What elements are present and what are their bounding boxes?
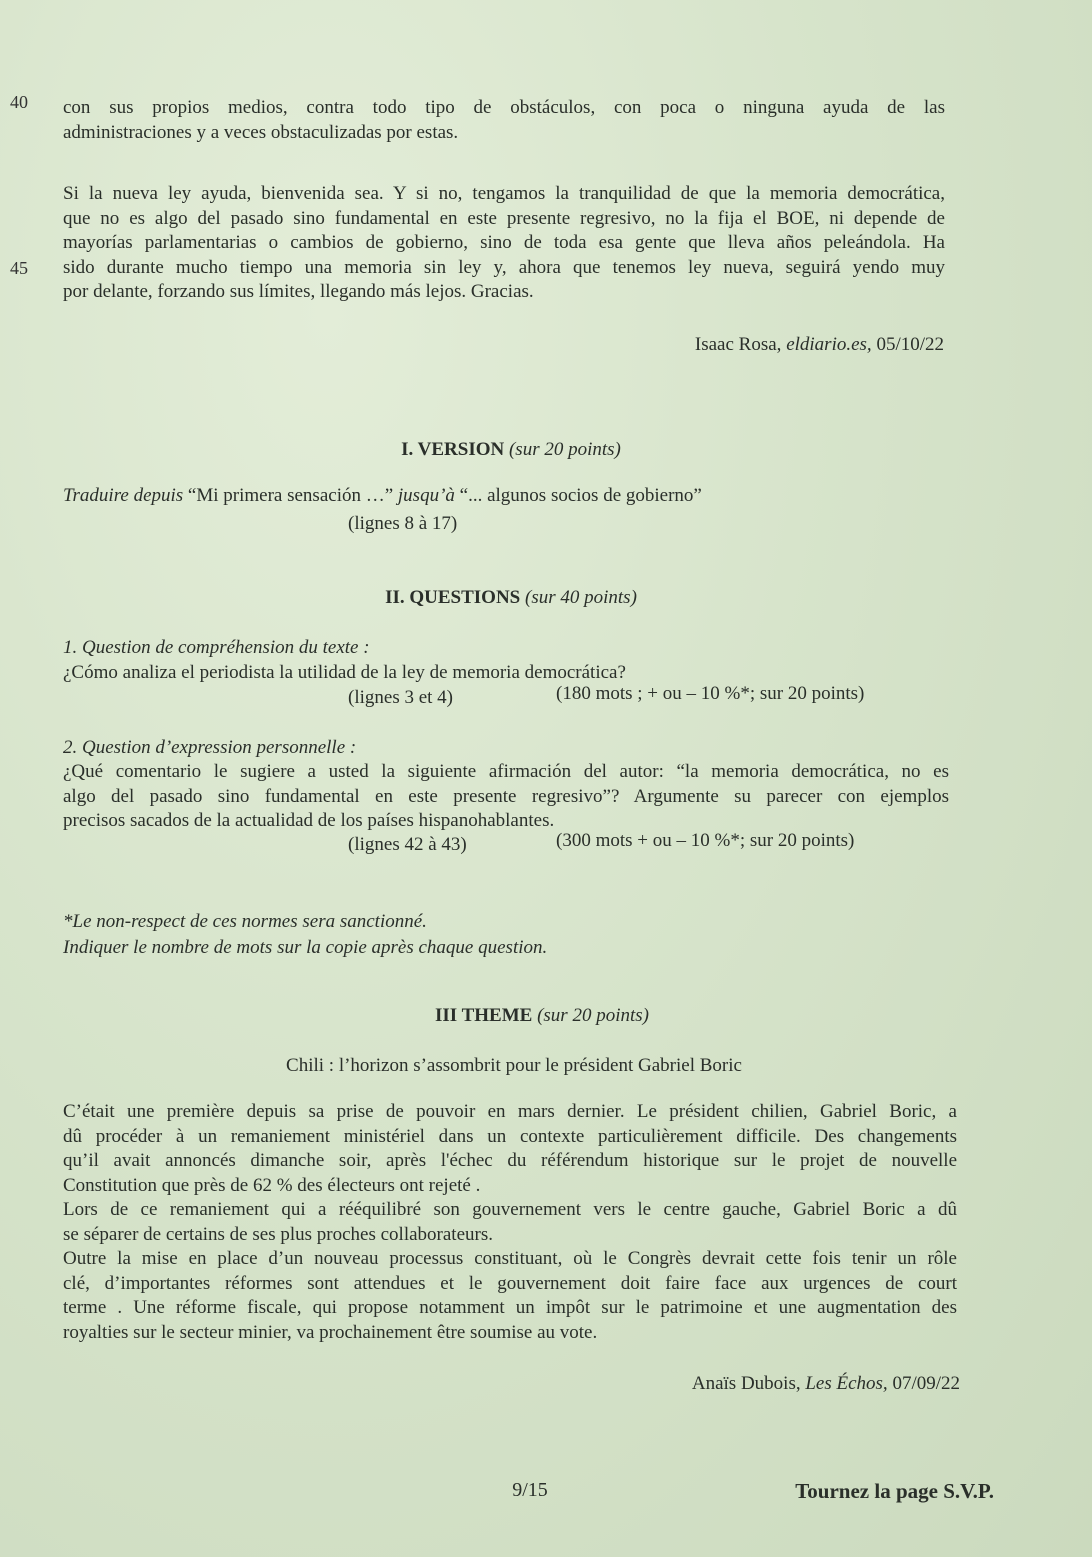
text-line: mayorías parlamentarias o cambios de gobierno, sino de toda esa gente que lleva años peleándola. Ha — [63, 232, 945, 253]
attribution-date: 05/10/22 — [871, 334, 944, 355]
text-line: royalties sur le secteur minier, va prochainement être soumise au vote. — [63, 1321, 598, 1343]
text-line: Outre la mise en place d’un nouveau processus constituant, où le Congrès devrait cette fois tenir un rôle — [63, 1248, 957, 1269]
text-line: C’était une première depuis sa prise de pouvoir en mars dernier. Le président chilien, Gabriel Boric, a — [63, 1101, 957, 1122]
question1-label: 1. Question de compréhension du texte : — [63, 637, 370, 658]
section-title: III THEME — [435, 1005, 533, 1026]
version-instruction — [63, 484, 963, 509]
text-line: ¿Qué comentario le sugiere a usted la siguiente afirmación del autor: “la memoria democrática, no es — [63, 761, 949, 782]
text-line: que no es algo del pasado sino fundamental en este presente regresivo, no la fija el BOE, ni depende de — [63, 207, 945, 229]
version-lines: (lignes 8 à 17) — [348, 513, 458, 534]
section-points: (sur 20 points) — [508, 439, 621, 460]
note-word-count: Indiquer le nombre de mots sur la copie après chaque question. — [63, 937, 548, 958]
text-line: qu’il avait annoncés dimanche soir, après l'échec du référendum historique sur le projet de nouvelle — [63, 1150, 957, 1171]
attribution-source: Les Échos, — [805, 1373, 888, 1394]
theme-headline: Chili : l’horizon s’assombrit pour le président Gabriel Boric — [286, 1055, 742, 1076]
text-line: administraciones y a veces obstaculizadas por estas. — [63, 121, 459, 143]
text-line: terme . Une réforme fiscale, qui propose notamment un impôt sur le patrimoine et une augmentation des — [63, 1297, 957, 1318]
section-title: II. QUESTIONS — [385, 587, 521, 608]
section-title: I. VERSION — [401, 439, 505, 460]
question2-label: 2. Question d’expression personnelle : — [63, 737, 357, 758]
question1-text: ¿Cómo analiza el periodista la utilidad de la ley de memoria democrática? — [63, 662, 626, 683]
text-line: precisos sacados de la actualidad de los países hispanohablantes. — [63, 810, 555, 831]
attribution-dubois — [692, 1372, 960, 1397]
section-questions-heading — [0, 586, 1022, 611]
text-line: por delante, forzando sus límites, llegando más lejos. Gracias. — [63, 281, 534, 302]
text-line: sido durante mucho tiempo una memoria sin ley y, ahora que tenemos ley nueva, seguirá yendo muy — [63, 256, 945, 278]
attribution-rosa — [695, 333, 944, 358]
text-line: Lors de ce remaniement qui a rééquilibré son gouvernement vers le centre gauche, Gabriel Boric a dû — [63, 1199, 957, 1220]
text-line: con sus propios medios, contra todo tipo de obstáculos, con poca o ninguna ayuda de las — [63, 97, 945, 118]
turn-page-note: Tournez la page S.V.P. — [795, 1479, 994, 1503]
section-points: (sur 20 points) — [537, 1005, 649, 1026]
text-line: Constitution que près de 62 % des électeurs ont rejeté . — [63, 1174, 481, 1196]
question2-norms: (300 mots + ou – 10 %*; sur 20 points) — [556, 830, 855, 851]
question1-norms: (180 mots ; + ou – 10 %*; sur 20 points) — [556, 683, 865, 704]
section-version-heading — [0, 438, 1022, 463]
section-theme-heading — [0, 1004, 1084, 1029]
text-line: clé, d’importantes réformes sont attendues et le gouvernement doit faire face aux urgences de court — [63, 1272, 957, 1294]
question2-lines: (lignes 42 à 43) — [348, 834, 467, 855]
section-points: (sur 40 points) — [525, 587, 637, 608]
line-number-40: 40 — [10, 92, 28, 112]
attribution-author: Anaïs Dubois, — [691, 1373, 806, 1394]
attribution-date: 07/09/22 — [887, 1373, 960, 1394]
text-conclusion — [63, 182, 945, 305]
text-line: se séparer de certains de ses plus proches collaborateurs. — [63, 1223, 493, 1245]
quote-end: “... algunos socios de gobierno” — [454, 485, 702, 506]
quote-start: “Mi primera sensación …” — [183, 485, 398, 506]
theme-text — [63, 1100, 957, 1345]
attribution-author: Isaac Rosa, — [694, 334, 787, 355]
page-number: 9/15 — [512, 1479, 548, 1501]
text-line: algo del pasado sino fundamental en este presente regresivo”? Argumente su parecer con ejemplos — [63, 785, 949, 807]
text-line: dû procéder à un remaniement ministériel dans un contexte particulièrement difficile. Des changements — [63, 1125, 957, 1147]
question2-text — [63, 760, 949, 834]
text-continuation — [63, 96, 945, 145]
line-number-45: 45 — [10, 258, 28, 278]
instruction-prefix: Traduire depuis — [63, 485, 184, 506]
attribution-source: eldiario.es, — [786, 334, 872, 355]
note-penalty: *Le non-respect de ces normes sera sanctionné. — [63, 911, 427, 932]
instruction-mid: jusqu’à — [397, 485, 455, 506]
question1-lines: (lignes 3 et 4) — [348, 687, 454, 708]
text-line: Si la nueva ley ayuda, bienvenida sea. Y si no, tengamos la tranquilidad de que la memoria democrática, — [63, 183, 945, 204]
